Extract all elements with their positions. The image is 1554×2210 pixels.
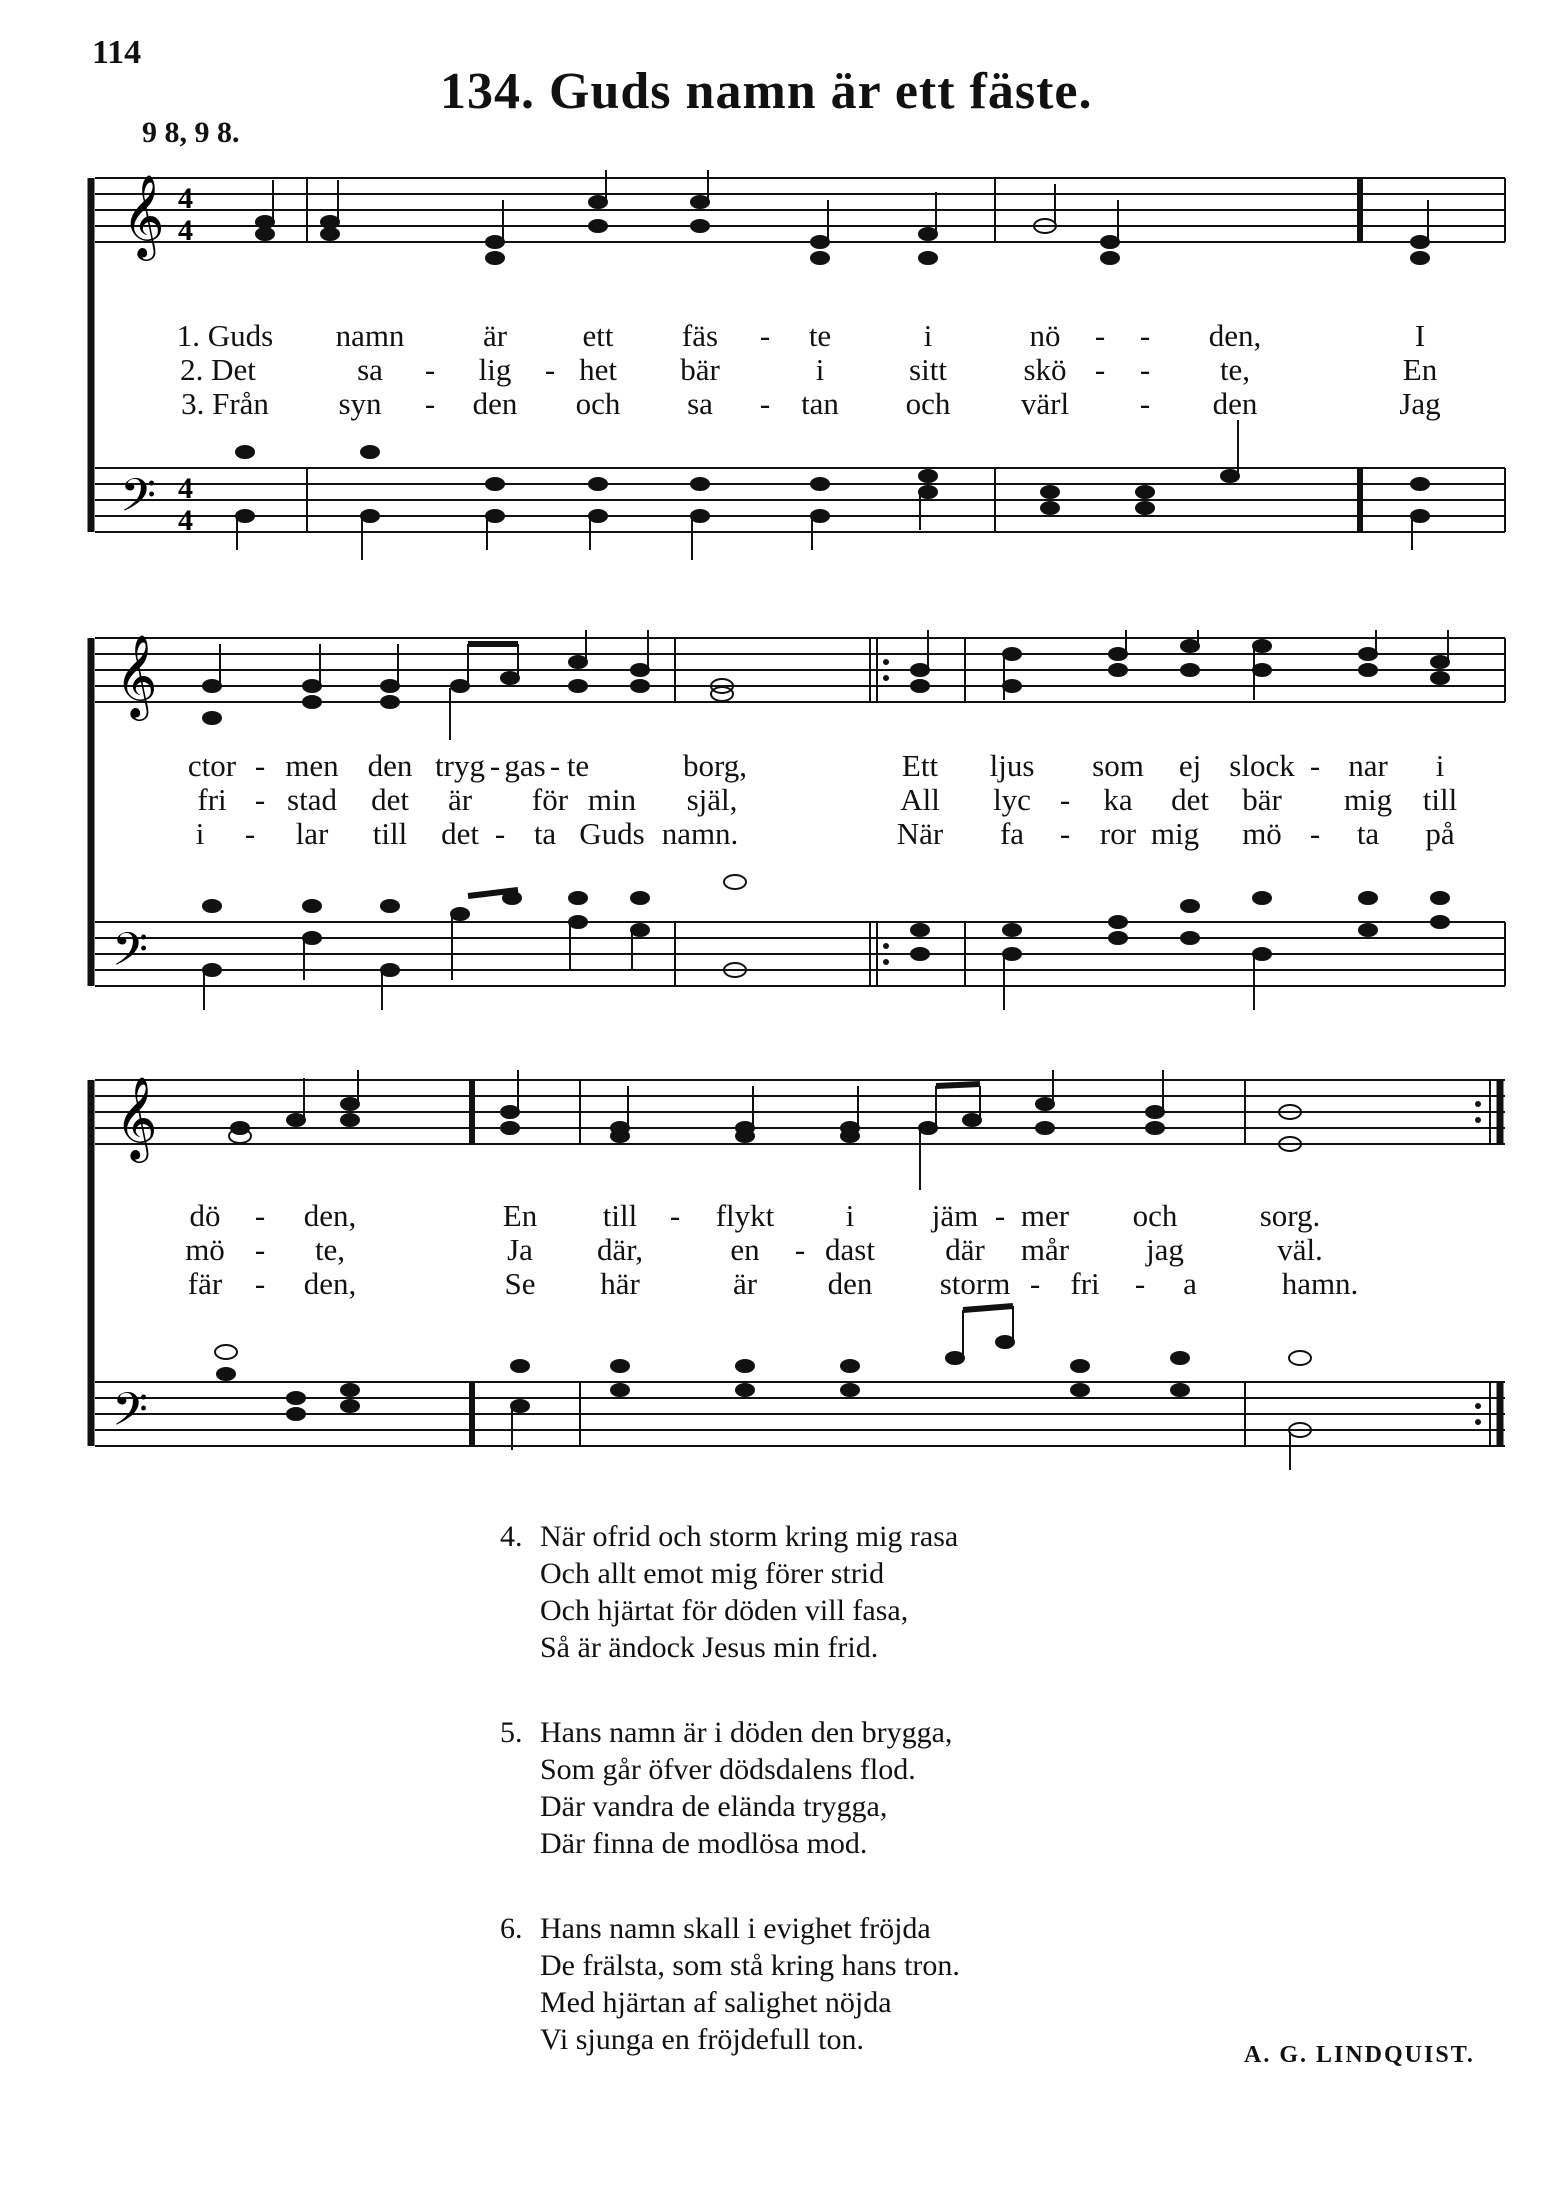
lyric-line-verse-1: dö - den, En till - flykt i jäm - mer och sorg. xyxy=(189,1198,1321,1233)
time-signature-top: 4 xyxy=(178,182,193,215)
lyric-line-verse-1: ctor - men den tryg - gas - te borg, Ett ljus som ej slock - nar i xyxy=(187,748,1445,783)
bass-clef-icon: 𝄢 xyxy=(112,1383,149,1448)
treble-notes xyxy=(229,1070,1301,1190)
time-signature-top: 4 xyxy=(178,472,193,505)
music-system-1 xyxy=(0,170,1554,580)
stanza-line: Och allt emot mig förer strid xyxy=(540,1557,885,1590)
lyric-line-verse-3: fär - den, Se här är den storm - fri - a hamn. xyxy=(187,1266,1359,1301)
stanza-line: Vi sjunga en fröjdefull ton. xyxy=(540,2023,864,2056)
music-system-3 xyxy=(0,1070,1554,1490)
stanza-6 xyxy=(500,1910,960,2058)
stanza-line: De frälsta, som stå kring hans tron. xyxy=(540,1949,960,1982)
treble-clef-icon: 𝄞 xyxy=(115,633,158,717)
bass-notes xyxy=(236,420,1429,560)
author-credit: A. G. LINDQUIST. xyxy=(1244,2042,1475,2068)
lyric-line-verse-1: 1. Guds namn är ett fäs - te i nö - - den, I xyxy=(176,318,1426,353)
stanza-4 xyxy=(500,1518,960,1666)
stanza-line: Så är ändock Jesus min frid. xyxy=(540,1631,879,1664)
treble-notes xyxy=(256,170,1429,264)
additional-stanzas xyxy=(500,1518,960,2106)
stanza-line: Hans namn skall i evighet fröjda xyxy=(540,1912,931,1945)
page-number: 114 xyxy=(92,34,142,71)
bass-notes xyxy=(203,875,1449,1010)
stanza-line: Där finna de modlösa mod. xyxy=(540,1827,868,1860)
lyric-line-verse-2: 2. Det sa - lig - het bär i sitt skö - - te, En xyxy=(180,352,1438,387)
stanza-line: Där vandra de elända trygga, xyxy=(540,1790,888,1823)
stanza-number: 5. xyxy=(500,1716,523,1749)
treble-clef-icon: 𝄞 xyxy=(122,173,165,257)
lyric-line-verse-3: i - lar till det - ta Guds namn. När fa - ror mig mö - ta på xyxy=(195,816,1455,851)
lyric-line-verse-3: 3. Från syn - den och sa - tan och värl - den Jag xyxy=(181,386,1441,421)
hymn-title: 134. Guds namn är ett fäste. xyxy=(440,63,1093,120)
stanza-line: Med hjärtan af salighet nöjda xyxy=(540,1986,892,2019)
stanza-5 xyxy=(500,1714,960,1862)
bass-clef-icon: 𝄢 xyxy=(120,469,157,534)
bass-clef-icon: 𝄢 xyxy=(112,923,149,988)
time-signature-bottom: 4 xyxy=(178,214,193,247)
treble-clef-icon: 𝄞 xyxy=(115,1075,158,1159)
music-system-2 xyxy=(0,630,1554,1050)
stanza-line: Som går öfver dödsdalens flod. xyxy=(540,1753,916,1786)
stanza-line: När ofrid och storm kring mig rasa xyxy=(540,1520,959,1553)
stanza-line: Hans namn är i döden den brygga, xyxy=(540,1716,953,1749)
lyric-line-verse-2: fri - stad det är för min själ, All lyc - ka det bär mig till xyxy=(197,782,1458,817)
stanza-number: 4. xyxy=(500,1520,523,1553)
lyric-line-verse-2: mö - te, Ja där, en - dast där mår jag väl. xyxy=(185,1232,1323,1267)
stanza-line: Och hjärtat för döden vill fasa, xyxy=(540,1594,909,1627)
time-signature-bottom: 4 xyxy=(178,504,193,537)
meter-label: 9 8, 9 8. xyxy=(142,116,240,149)
stanza-number: 6. xyxy=(500,1912,523,1945)
